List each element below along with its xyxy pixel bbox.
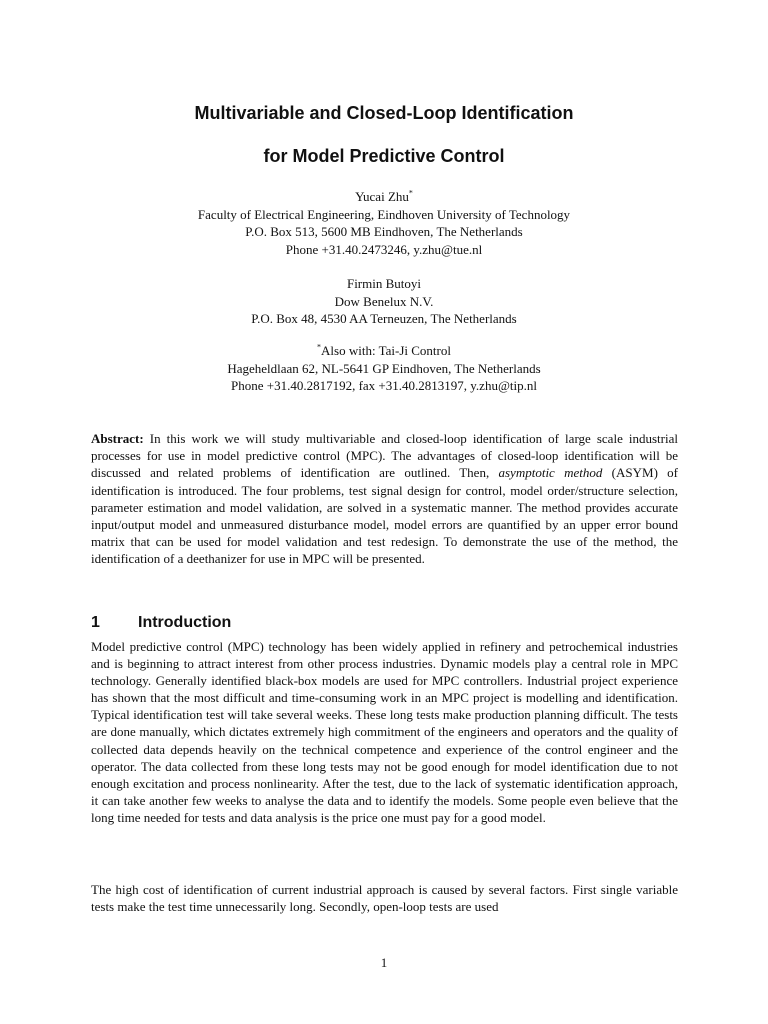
footnote-mark: *	[317, 342, 322, 352]
abstract-label: Abstract:	[91, 431, 144, 446]
author-block-1	[0, 188, 768, 258]
also-with-block	[0, 342, 768, 395]
section-heading	[91, 614, 231, 632]
body-paragraph: The high cost of identification of current industrial approach is caused by several factors. First single variable tests make the test time unnecessarily long. Secondly, open-loop tests are used	[91, 882, 678, 915]
abstract-emphasis: asymptotic method	[498, 465, 603, 481]
author-affiliation: Faculty of Electrical Engineering, Eindhoven University of Technology	[197, 206, 571, 222]
abstract: Abstract: In this work we will study multivariable and closed-loop identification of large scale industrial processes for use in model predictive control (MPC). The advantages of closed-loop identification will be discussed and related problems of identification are outlined. Then, asymptotic method (ASYM) of identification is introduced. The four problems, test signal design for control, model order/structure selection, parameter estimation and model validation, are solved in a systematic manner. The method provides accurate input/output model and unmeasured disturbance model, model errors are quantified by an upper error bound matrix that can be used for model validation and test redesign. To demonstrate the use of the method, the identification of a deethanizer for use in MPC will be presented.	[91, 431, 679, 567]
author-address: P.O. Box 513, 5600 MB Eindhoven, The Netherlands	[245, 224, 523, 239]
author-name: Yucai Zhu*	[355, 188, 413, 204]
also-with-contact: Phone +31.40.2817192, fax +31.40.2813197, y.zhu@tip.nl	[231, 378, 537, 393]
page-number: 1	[380, 955, 388, 970]
author-name: Firmin Butoyi	[346, 276, 422, 291]
author-affiliation: Dow Benelux N.V.	[334, 293, 434, 309]
body-paragraph: Model predictive control (MPC) technology has been widely applied in refinery and petrochemical industries and is beginning to attract interest from other process industries. Dynamic models play a central role in MPC technology. Generally identified black-box models are used for MPC controllers. Industrial project experience has shown that the most difficult and time-consuming work in an MPC project is modelling and identification. Typical identification test will take several weeks. These long tests make production planning difficult. The tests are done manually, which dictates extremely high commitment of the engineers and operators and the quality of collected data depends heavily on the technical competence and experience of the control engineer and the operator. The data collected from these long tests may not be good enough for model identification due to not enough excitation and process nonlinearity. After the test, due to the lack of systematic identification approach, it can take another few weeks to analyse the data and to identify the models. Some people even believe that the long time needed for tests and data analysis is the price one must pay for a good model.	[91, 639, 678, 825]
also-with-label: *Also with: Tai-Ji Control	[317, 342, 451, 358]
author-block-2	[0, 275, 768, 328]
section-title: Introduction	[138, 614, 232, 631]
author-address: P.O. Box 48, 4530 AA Terneuzen, The Netherlands	[251, 311, 517, 326]
footnote-mark: *	[408, 188, 413, 198]
also-with-address: Hageheldlaan 62, NL-5641 GP Eindhoven, The Netherlands	[227, 360, 541, 376]
author-contact: Phone +31.40.2473246, y.zhu@tue.nl	[285, 241, 483, 257]
section-number: 1	[91, 614, 100, 631]
paper-title-line2: for Model Predictive Control	[263, 146, 505, 166]
paper-title-line1: Multivariable and Closed-Loop Identification	[194, 103, 574, 123]
